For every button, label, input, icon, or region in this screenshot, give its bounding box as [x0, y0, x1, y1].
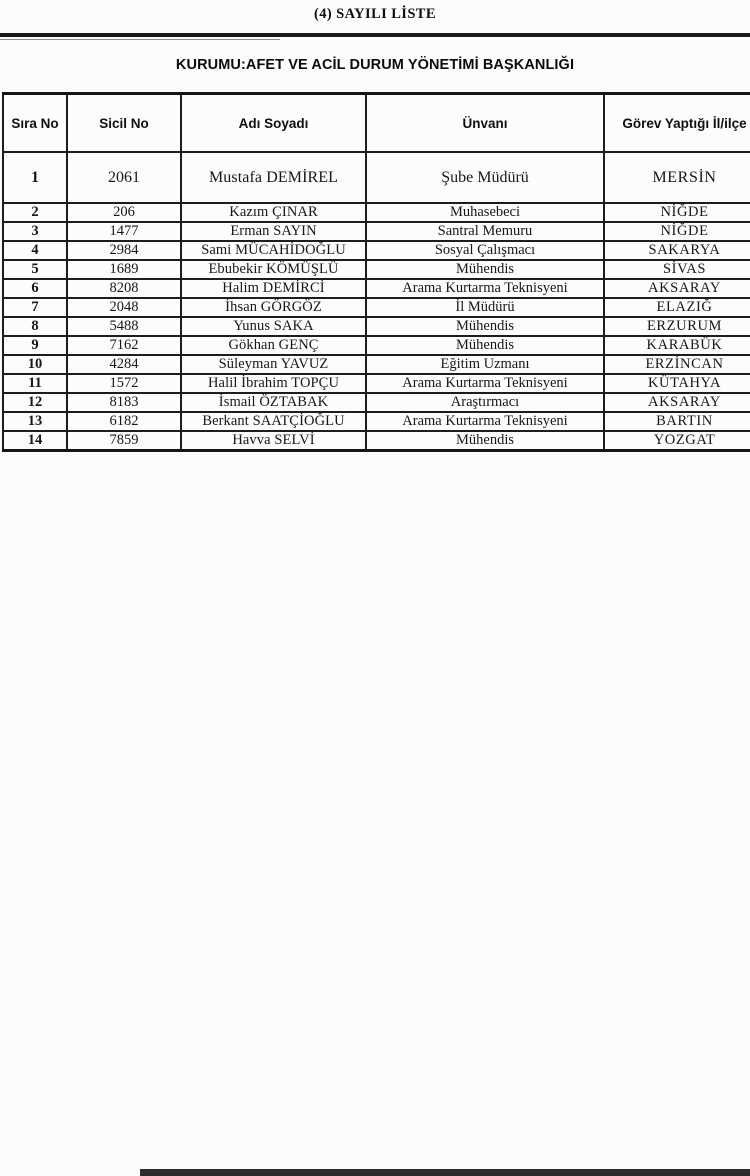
sicil-no-cell: 2048	[67, 298, 181, 317]
sicil-no-cell: 1572	[67, 374, 181, 393]
gorev-il-cell: MERSİN	[604, 152, 750, 203]
gorev-il-cell: ERZİNCAN	[604, 355, 750, 374]
column-header-sicil-no: Sicil No	[67, 94, 181, 153]
table-header-row	[3, 94, 750, 153]
adi-soyadi-cell: Gökhan GENÇ	[181, 336, 366, 355]
sira-no-cell: 11	[3, 374, 67, 393]
table-row	[3, 241, 750, 260]
adi-soyadi-cell: Halil İbrahim TOPÇU	[181, 374, 366, 393]
sicil-no-cell: 206	[67, 203, 181, 222]
sicil-no-cell: 5488	[67, 317, 181, 336]
sicil-no-cell: 7859	[67, 431, 181, 451]
sira-no-cell: 4	[3, 241, 67, 260]
table-row	[3, 222, 750, 241]
table-row	[3, 152, 750, 203]
column-header-unvani: Ünvanı	[366, 94, 604, 153]
gorev-il-cell: ERZURUM	[604, 317, 750, 336]
sira-no-cell: 1	[3, 152, 67, 203]
unvani-cell: Santral Memuru	[366, 222, 604, 241]
unvani-cell: Mühendis	[366, 431, 604, 451]
table-row	[3, 298, 750, 317]
sira-no-cell: 9	[3, 336, 67, 355]
table-row	[3, 431, 750, 451]
scan-artifact-bar	[140, 1169, 750, 1176]
personnel-table	[2, 92, 750, 452]
sira-no-cell: 2	[3, 203, 67, 222]
horizontal-rule-echo	[0, 39, 280, 40]
sicil-no-cell: 2061	[67, 152, 181, 203]
gorev-il-cell: ELAZIĞ	[604, 298, 750, 317]
gorev-il-cell: NİĞDE	[604, 222, 750, 241]
sira-no-cell: 12	[3, 393, 67, 412]
adi-soyadi-cell: Berkant SAATÇİOĞLU	[181, 412, 366, 431]
gorev-il-cell: YOZGAT	[604, 431, 750, 451]
unvani-cell: Mühendis	[366, 336, 604, 355]
adi-soyadi-cell: Sami MÜCAHİDOĞLU	[181, 241, 366, 260]
sicil-no-cell: 7162	[67, 336, 181, 355]
adi-soyadi-cell: Erman SAYIN	[181, 222, 366, 241]
table-row	[3, 203, 750, 222]
unvani-cell: Arama Kurtarma Teknisyeni	[366, 412, 604, 431]
adi-soyadi-cell: Süleyman YAVUZ	[181, 355, 366, 374]
unvani-cell: Şube Müdürü	[366, 152, 604, 203]
sicil-no-cell: 1477	[67, 222, 181, 241]
gorev-il-cell: NİĞDE	[604, 203, 750, 222]
table-body	[3, 152, 750, 451]
adi-soyadi-cell: Ebubekir KÖMÜŞLÜ	[181, 260, 366, 279]
sicil-no-cell: 1689	[67, 260, 181, 279]
table-row	[3, 393, 750, 412]
table-header	[3, 94, 750, 153]
gorev-il-cell: KÜTAHYA	[604, 374, 750, 393]
horizontal-rule	[0, 33, 750, 37]
adi-soyadi-cell: Kazım ÇINAR	[181, 203, 366, 222]
table-row	[3, 374, 750, 393]
adi-soyadi-cell: İsmail ÖZTABAK	[181, 393, 366, 412]
sira-no-cell: 7	[3, 298, 67, 317]
unvani-cell: Mühendis	[366, 317, 604, 336]
page-title: (4) SAYILI LİSTE	[314, 6, 436, 22]
sicil-no-cell: 6182	[67, 412, 181, 431]
column-header-sira-no: Sıra No	[3, 94, 67, 153]
unvani-cell: Arama Kurtarma Teknisyeni	[366, 374, 604, 393]
sira-no-cell: 10	[3, 355, 67, 374]
table-row	[3, 279, 750, 298]
sicil-no-cell: 4284	[67, 355, 181, 374]
unvani-cell: Muhasebeci	[366, 203, 604, 222]
gorev-il-cell: AKSARAY	[604, 279, 750, 298]
sira-no-cell: 3	[3, 222, 67, 241]
sira-no-cell: 5	[3, 260, 67, 279]
sicil-no-cell: 8208	[67, 279, 181, 298]
unvani-cell: Mühendis	[366, 260, 604, 279]
sicil-no-cell: 2984	[67, 241, 181, 260]
table-row	[3, 336, 750, 355]
table-row	[3, 260, 750, 279]
table-row	[3, 355, 750, 374]
gorev-il-cell: AKSARAY	[604, 393, 750, 412]
sira-no-cell: 8	[3, 317, 67, 336]
unvani-cell: Araştırmacı	[366, 393, 604, 412]
adi-soyadi-cell: İhsan GÖRGÖZ	[181, 298, 366, 317]
adi-soyadi-cell: Yunus SAKA	[181, 317, 366, 336]
adi-soyadi-cell: Halim DEMİRCİ	[181, 279, 366, 298]
unvani-cell: Arama Kurtarma Teknisyeni	[366, 279, 604, 298]
gorev-il-cell: SAKARYA	[604, 241, 750, 260]
table-row	[3, 412, 750, 431]
gorev-il-cell: KARABÜK	[604, 336, 750, 355]
table-row	[3, 317, 750, 336]
sira-no-cell: 13	[3, 412, 67, 431]
institution-heading: KURUMU:AFET VE ACİL DURUM YÖNETİMİ BAŞKANLIĞI	[175, 57, 575, 73]
unvani-cell: Sosyal Çalışmacı	[366, 241, 604, 260]
gorev-il-cell: SİVAS	[604, 260, 750, 279]
sira-no-cell: 6	[3, 279, 67, 298]
sira-no-cell: 14	[3, 431, 67, 451]
unvani-cell: Eğitim Uzmanı	[366, 355, 604, 374]
column-header-adi-soyadi: Adı Soyadı	[181, 94, 366, 153]
column-header-gorev-il: Görev Yaptığı İl/ilçe	[604, 94, 750, 153]
gorev-il-cell: BARTIN	[604, 412, 750, 431]
adi-soyadi-cell: Mustafa DEMİREL	[181, 152, 366, 203]
adi-soyadi-cell: Havva SELVİ	[181, 431, 366, 451]
unvani-cell: İl Müdürü	[366, 298, 604, 317]
sicil-no-cell: 8183	[67, 393, 181, 412]
